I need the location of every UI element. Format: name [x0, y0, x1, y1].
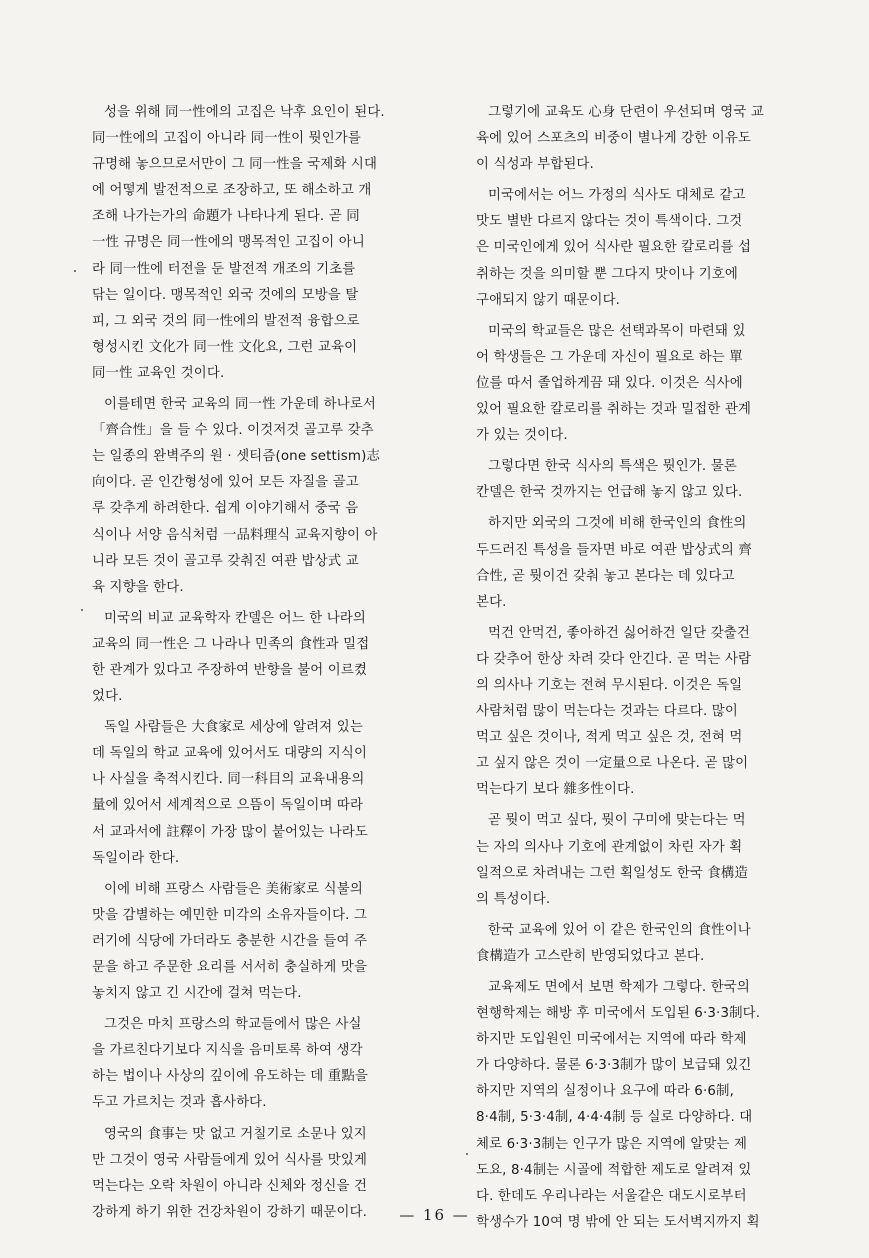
- text-line: 성을 위해 同一性에의 고집은 낙후 요인이 된다.: [104, 105, 385, 120]
- paragraph: [476, 100, 836, 178]
- text-line: 독일 사람들은 大食家로 세상에 알려져 있는: [104, 720, 363, 736]
- text-line: 취하는 것을 의미할 뿐 그다지 맛이나 기호에: [476, 266, 738, 282]
- text-line: 미국의 학교들은 많은 선택과목이 마련돼 있: [488, 323, 746, 339]
- text-line: 육 지향을 한다.: [92, 579, 184, 595]
- text-line: 그렇다면 한국 식사의 특색은 뭣인가. 물론: [488, 459, 737, 475]
- text-line: 식이나 서양 음식처럼 一品料理식 교육지향이 아: [92, 527, 378, 543]
- text-line: 먹고 싶은 것이나, 적게 먹고 싶은 것, 전혀 먹: [476, 730, 743, 746]
- page-number: — 16 —: [399, 1206, 470, 1224]
- text-line: 는 자의 의사나 기호에 관계없이 차린 자가 획: [476, 839, 743, 855]
- paragraph: [92, 606, 452, 710]
- text-line: 다 갖추어 한상 차려 갖다 안긴다. 곧 먹는 사람: [476, 651, 752, 667]
- text-line: 맛을 감별하는 예민한 미각의 소유자들이다. 그: [92, 907, 368, 923]
- text-line: 한 관계가 있다고 주장하여 반향을 불어 이르켰: [92, 662, 368, 678]
- text-line: 그것은 마치 프랑스의 학교들에서 많은 사실: [104, 1017, 362, 1033]
- text-line: 어 학생들은 그 가운데 자신이 필요로 하는 單: [476, 349, 743, 365]
- text-line: 는 일종의 완벽주의 원 · 셋티즘(one settism)志: [92, 449, 381, 465]
- text-line: 에 어떻게 발전적으로 조장하고, 또 해소하고 개: [92, 183, 372, 199]
- text-line: 食構造가 고스란히 반영되었다고 본다.: [476, 948, 705, 964]
- text-line: 두고 가르치는 것과 흡사하다.: [92, 1095, 267, 1111]
- text-line: 同一性에의 고집이 아니라 同一性이 뭣인가를: [92, 131, 361, 147]
- paragraph: [92, 715, 452, 872]
- text-line: 맛도 별반 다르지 않다는 것이 특색이다. 그것: [476, 214, 743, 230]
- text-line: 의 의사나 기호는 전혀 무시된다. 이것은 독일: [476, 677, 743, 693]
- text-line: 현행학제는 해방 후 미국에서 도입된 6·3·3制다.: [476, 1006, 761, 1022]
- text-line: 피, 그 외국 것의 同一性에의 발전적 융합으로: [92, 313, 360, 329]
- text-line: 교육제도 면에서 보면 학제가 그렇다. 한국의: [488, 980, 750, 995]
- text-line: 8·4制, 5·3·4制, 4·4·4制 등 실로 다양하다. 대: [476, 1110, 753, 1126]
- text-line: 「齊合性」을 들 수 있다. 이것저것 골고루 갖추: [92, 423, 374, 439]
- paragraph: [476, 918, 836, 970]
- text-line: 미국에서는 어느 가정의 식사도 대체로 같고: [488, 188, 746, 204]
- paragraph: [476, 454, 836, 506]
- text-line: 하지만 지역의 실정이나 요구에 따라 6·6制,: [476, 1084, 735, 1100]
- text-line: 向이다. 곧 인간형성에 있어 모든 자질을 골고: [92, 475, 359, 491]
- text-line: 고 싶지 않은 것이 一定量으로 나온다. 곧 많이: [476, 756, 749, 772]
- text-line: 이에 비해 프랑스 사람들은 美術家로 식불의: [104, 881, 363, 897]
- paragraph: [476, 621, 836, 804]
- paragraph: [476, 808, 836, 912]
- text-line: 同一性 교육인 것이다.: [92, 365, 225, 381]
- text-line: 놓치지 않고 긴 시간에 걸쳐 먹는다.: [92, 986, 302, 1002]
- paragraph: [476, 319, 836, 449]
- text-line: 었다.: [92, 689, 123, 705]
- text-line: 학생수가 10여 명 밖에 안 되는 도서벽지까지 획: [476, 1214, 760, 1230]
- text-line: 있어 필요한 칼로리를 취하는 것과 밀접한 관계: [476, 402, 752, 418]
- text-line: 두드러진 특성을 들자면 바로 여관 밥상式의 齊: [476, 542, 752, 558]
- text-line: 을 가르친다기보다 지식을 음미토록 하여 생각: [92, 1043, 363, 1059]
- text-line: 데 독일의 학교 교육에 있어서도 대량의 지식이: [92, 746, 368, 762]
- text-line: 교육의 同一性은 그 나라나 민족의 食性과 밀접: [92, 636, 370, 652]
- text-line: 사람처럼 많이 먹는다는 것과는 다르다. 많이: [476, 704, 738, 720]
- paragraph: [92, 392, 452, 601]
- paragraph: [476, 511, 836, 615]
- text-line: 그렇기에 교육도 心身 단련이 우선되며 영국 교: [488, 105, 764, 120]
- text-line: 곧 뭣이 먹고 싶다, 뭣이 구미에 맞는다는 먹: [488, 813, 746, 829]
- text-line: 육에 있어 스포츠의 비중이 별나게 강한 이유도: [476, 131, 752, 147]
- text-line: 독일이라 한다.: [92, 850, 180, 866]
- text-line: 먹는다기 보다 雜多性이다.: [476, 782, 635, 798]
- text-line: 조해 나가는가의 命題가 나타나게 된다. 곧 同: [92, 209, 360, 225]
- text-line: 하지만 외국의 그것에 비해 한국인의 食性의: [488, 516, 747, 532]
- text-line: 먹건 안먹건, 좋아하건 싫어하건 일단 갖출건: [488, 625, 750, 641]
- text-line: 니라 모든 것이 골고루 갖춰진 여관 밥상式 교: [92, 553, 359, 569]
- text-line: 한국 교육에 있어 이 같은 한국인의 食性이나: [488, 922, 751, 938]
- paragraph: [476, 975, 836, 1236]
- print-speck: [466, 1153, 468, 1155]
- text-line: 루 갖추게 하려한다. 쉽게 이야기해서 중국 음: [92, 501, 359, 517]
- left-column: [92, 100, 452, 1231]
- text-line: 하는 법이나 사상의 깊이에 유도하는 데 重點을: [92, 1069, 368, 1085]
- text-line: 문을 하고 주문한 요리를 서서히 충실하게 맛을: [92, 960, 368, 975]
- text-line: 라 同一性에 터전을 둔 발전적 개조의 기초를: [92, 261, 356, 277]
- paragraph: [92, 1012, 452, 1116]
- paragraph: [92, 100, 452, 387]
- text-line: 칸델은 한국 것까지는 언급해 놓지 않고 있다.: [476, 485, 743, 501]
- paragraph: [476, 183, 836, 313]
- text-line: 닦는 일이다. 맹목적인 외국 것에의 모방을 탈: [92, 287, 359, 303]
- text-line: 合性, 곧 뭣이건 갖춰 놓고 본다는 데 있다고: [476, 568, 735, 584]
- text-line: 이를테면 한국 교육의 同一性 가운데 하나로서: [104, 397, 377, 413]
- text-line: 量에 있어서 세계적으로 으뜸이 독일이며 따라: [92, 798, 364, 814]
- text-line: 位를 따서 졸업하게끔 돼 있다. 이것은 식사에: [476, 375, 743, 391]
- text-line: 서 교과서에 註釋이 가장 많이 붙어있는 나라도: [92, 824, 368, 840]
- text-line: 영국의 食事는 맛 없고 거칠기로 소문나 있지: [104, 1126, 367, 1142]
- text-line: 러기에 식당에 가더라도 충분한 시간을 들여 주: [92, 933, 368, 949]
- text-line: 만 그것이 영국 사람들에게 있어 식사를 맛있게: [92, 1152, 368, 1168]
- text-line: 一性 규명은 同一性에의 맹목적인 고집이 아니: [92, 235, 365, 251]
- text-line: 체로 6·3·3制는 인구가 많은 지역에 알맞는 제: [476, 1136, 748, 1152]
- text-line: 일적으로 차려내는 그런 획일성도 한국 食構造: [476, 865, 749, 881]
- text-line: 이 식성과 부합된다.: [476, 157, 594, 173]
- text-line: 강하게 하기 위한 건강차원이 강하기 때문이다.: [92, 1204, 368, 1220]
- right-column: [476, 100, 836, 1241]
- text-line: 다. 한데도 우리나라는 서울같은 대도시로부터: [476, 1188, 747, 1204]
- text-line: 미국의 비교 교육학자 칸델은 어느 한 나라의: [104, 610, 366, 626]
- text-line: 가 다양하다. 물론 6·3·3制가 많이 보급돼 있긴: [476, 1058, 752, 1074]
- text-line: 먹는다는 오락 차원이 아니라 신체와 정신을 건: [92, 1178, 368, 1194]
- text-line: 나 사실을 축적시킨다. 同一科目의 교육내용의: [92, 772, 365, 788]
- paragraph: [92, 877, 452, 1007]
- text-line: 가 있는 것이다.: [476, 428, 568, 444]
- text-line: 도요, 8·4制는 시골에 적합한 제도로 알려져 있: [476, 1162, 752, 1178]
- text-line: 규명해 놓으므로서만이 그 同一性을 국제화 시대: [92, 157, 378, 173]
- text-line: 은 미국인에게 있어 식사란 필요한 칼로리를 섭: [476, 240, 752, 256]
- print-speck: [74, 270, 76, 272]
- text-line: 의 특성이다.: [476, 891, 551, 907]
- text-line: 구애되지 않기 때문이다.: [476, 292, 621, 308]
- text-line: 형성시킨 文化가 同一性 文化요, 그런 교육이: [92, 339, 358, 355]
- text-line: 하지만 도입원인 미국에서는 지역에 따라 학제: [476, 1032, 747, 1048]
- print-speck: [81, 609, 83, 611]
- text-line: 본다.: [476, 594, 507, 610]
